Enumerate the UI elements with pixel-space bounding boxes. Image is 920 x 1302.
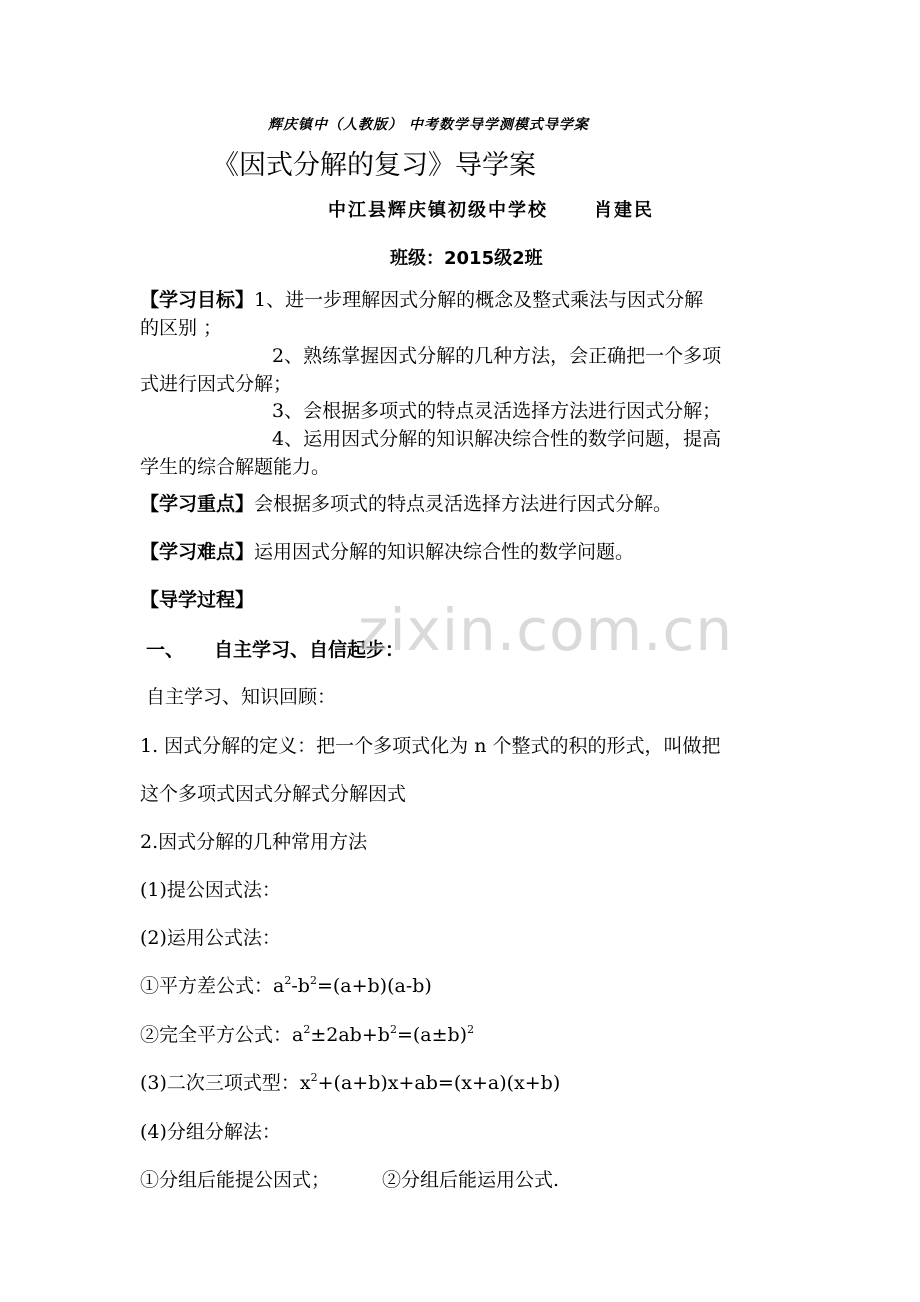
formula-2-a: a xyxy=(292,1024,304,1046)
formula-2-exp1: 2 xyxy=(303,1023,311,1036)
review-label: 自主学习、知识回顾： xyxy=(146,686,337,708)
formula-1-exp1: 2 xyxy=(284,974,292,987)
formula-2-label: ②完全平方公式： xyxy=(140,1024,293,1046)
grouping-option-1: ①分组后能提公因式； xyxy=(140,1169,331,1191)
definition-line-2: 这个多项式因式分解式分解因式 xyxy=(140,783,407,805)
formula-1-exp2: 2 xyxy=(309,974,317,987)
method-1: (1)提公因式法： xyxy=(140,879,281,901)
methods-title: 2.因式分解的几种常用方法 xyxy=(140,831,368,853)
objective-3: 3、会根据多项式的特点灵活选择方法进行因式分解； xyxy=(272,400,722,422)
key-points-label: 【学习重点】 xyxy=(140,493,255,515)
process-label: 【导学过程】 xyxy=(140,589,255,611)
objective-2b: 式进行因式分解； xyxy=(140,373,293,395)
grouping-option-2: ②分组后能运用公式. xyxy=(382,1169,560,1191)
author-name: 肖建民 xyxy=(594,200,654,221)
formula-1-a: a xyxy=(273,975,285,997)
objective-2a: 2、熟练掌握因式分解的几种方法，会正确把一个多项 xyxy=(272,345,722,367)
school-name: 中江县辉庆镇初级中学校 xyxy=(328,200,548,221)
method-2: (2)运用公式法： xyxy=(140,927,281,949)
objective-1a: 1、进一步理解因式分解的概念及整式乘法与因式分解 xyxy=(254,289,704,311)
key-points-line xyxy=(140,489,672,516)
class-line: 班级：2015级2班 xyxy=(390,248,543,269)
formula-perfect-square xyxy=(140,1020,474,1047)
method-4: (4)分组分解法： xyxy=(140,1121,281,1143)
formula-1-mid: -b xyxy=(291,975,310,997)
objectives-label: 【学习目标】 xyxy=(140,289,255,311)
method-3-x: x xyxy=(299,1072,311,1094)
objective-4b: 学生的综合解题能力。 xyxy=(140,456,331,478)
section-1-number: 一、 xyxy=(146,639,185,661)
page-title: 《因式分解的复习》导学案 xyxy=(212,150,536,181)
objective-4a: 4、运用因式分解的知识解决综合性的数学问题，提高 xyxy=(272,428,722,450)
key-points-text: 会根据多项式的特点灵活选择方法进行因式分解。 xyxy=(254,493,673,515)
formula-2-rest: =(a±b) xyxy=(396,1024,468,1046)
objectives-line-1 xyxy=(140,285,703,312)
grouping-options xyxy=(140,1165,559,1192)
running-header: 辉庆镇中（人教版） 中考数学导学测模式导学案 xyxy=(268,117,589,133)
formula-2-exp2: 2 xyxy=(389,1023,397,1036)
school-line xyxy=(328,196,654,222)
difficulties-line xyxy=(140,537,634,564)
section-1-title: 自主学习、自信起步： xyxy=(214,639,405,661)
formula-difference-of-squares xyxy=(140,971,432,998)
method-3-rest: +(a+b)x+ab=(x+a)(x+b) xyxy=(317,1072,561,1094)
method-3 xyxy=(140,1068,560,1095)
formula-1-rest: =(a+b)(a-b) xyxy=(316,975,432,997)
difficulties-label: 【学习难点】 xyxy=(140,541,255,563)
objective-1b: 的区别 ； xyxy=(140,317,223,339)
formula-2-exp3: 2 xyxy=(467,1023,475,1036)
formula-2-mid: ±2ab+b xyxy=(310,1024,390,1046)
watermark: zixin.com.cn xyxy=(358,596,734,664)
difficulties-text: 运用因式分解的知识解决综合性的数学问题。 xyxy=(254,541,635,563)
definition-line-1: 1. 因式分解的定义：把一个多项式化为 n 个整式的积的形式，叫做把 xyxy=(140,735,721,757)
formula-1-label: ①平方差公式： xyxy=(140,975,274,997)
method-3-exp: 2 xyxy=(310,1071,318,1084)
method-3-label: (3)二次三项式型： xyxy=(140,1072,300,1094)
